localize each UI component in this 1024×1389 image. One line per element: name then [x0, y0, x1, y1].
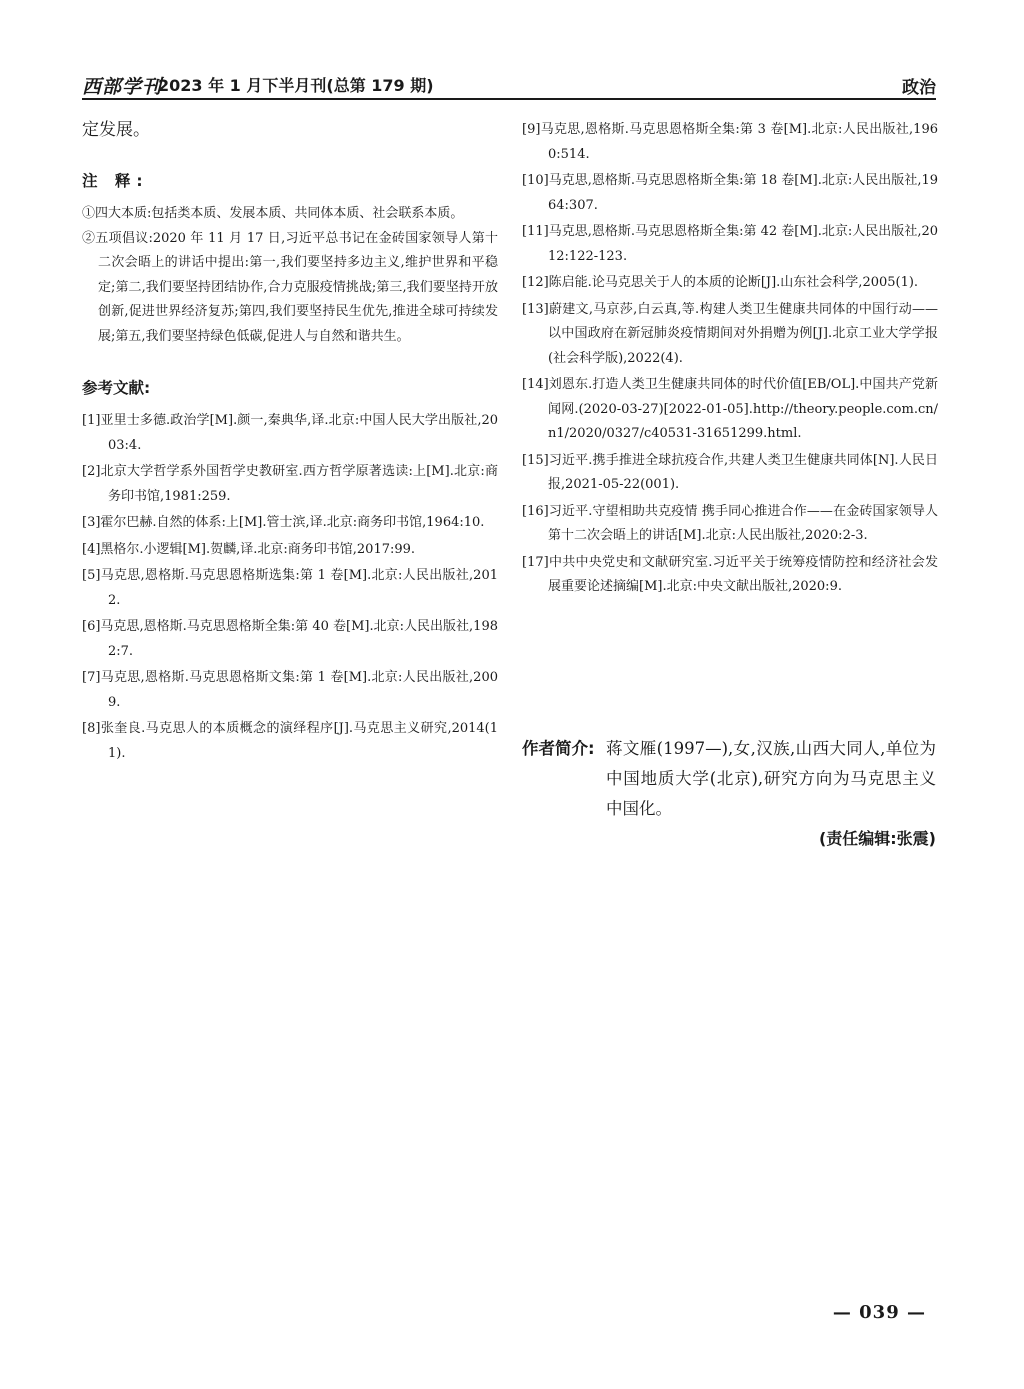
reference-item: [15]习近平.携手推进全球抗疫合作,共建人类卫生健康共同体[N].人民日报,2021-05-22(001). — [522, 452, 938, 492]
reference-item: [7]马克思,恩格斯.马克思恩格斯文集:第 1 卷[M].北京:人民出版社,2009. — [82, 670, 498, 710]
header-rule — [82, 98, 936, 100]
reference-item: [8]张奎良.马克思人的本质概念的演绎程序[J].马克思主义研究,2014(11). — [82, 721, 498, 761]
author-label: 作者简介: — [522, 739, 595, 758]
reference-item: [16]习近平.守望相助共克疫情 携手同心推进合作——在金砖国家领导人第十二次会晤上的讲话[M].北京:人民出版社,2020:2-3. — [522, 503, 938, 543]
reference-item: [4]黑格尔.小逻辑[M].贺麟,译.北京:商务印书馆,2017:99. — [82, 541, 416, 557]
reference-item: [14]刘恩东.打造人类卫生健康共同体的时代价值[EB/OL].中国共产党新闻网.(2020-03-27)[2022-01-05].http://theory.people.com.cn/n1/2020/0327/c40531-31651299.html. — [522, 377, 938, 441]
left-column — [82, 118, 498, 768]
page-header — [82, 70, 936, 100]
notes-heading: 注 释: — [82, 172, 149, 190]
reference-item: [12]陈启能.论马克思关于人的本质的论断[J].山东社会科学,2005(1). — [522, 275, 919, 290]
section-title: 政治 — [902, 78, 936, 98]
issue-info: 2023 年 1 月下半月刊(总第 179 期) — [158, 76, 434, 95]
reference-item: [13]蔚建文,马京莎,白云真,等.构建人类卫生健康共同体的中国行动——以中国政府在新冠肺炎疫情期间对外捐赠为例[J].北京工业大学学报(社会科学版),2022(4). — [522, 301, 938, 366]
references-heading: 参考文献: — [82, 379, 151, 397]
reference-item: [5]马克思,恩格斯.马克思恩格斯选集:第 1 卷[M].北京:人民出版社,2012. — [82, 568, 498, 608]
journal-logo: 西部学刊 — [82, 76, 163, 98]
reference-item: [6]马克思,恩格斯.马克思恩格斯全集:第 40 卷[M].北京:人民出版社,1982:7. — [82, 619, 498, 659]
reference-item: [11]马克思,恩格斯.马克思恩格斯全集:第 42 卷[M].北京:人民出版社,2012:122-123. — [522, 224, 938, 264]
reference-item: [1]亚里士多德.政治学[M].颜一,秦典华,译.北京:中国人民大学出版社,2003:4. — [82, 413, 498, 453]
reference-item: [2]北京大学哲学系外国哲学史教研室.西方哲学原著选读:上[M].北京:商务印书馆,1981:259. — [82, 464, 498, 504]
author-text: 蒋文雁(1997—),女,汉族,山西大同人,单位为中国地质大学(北京),研究方向为马克思主义中国化。 — [606, 739, 936, 818]
reference-item: [3]霍尔巴赫.自然的体系:上[M].管士滨,译.北京:商务印书馆,1964:10. — [82, 515, 485, 530]
page-number: — 039 — — [832, 1302, 926, 1323]
lead-text: 定发展。 — [82, 120, 150, 140]
note-item: ②五项倡议:2020 年 11 月 17 日,习近平总书记在金砖国家领导人第十二次会晤上的讲话中提出:第一,我们要坚持多边主义,维护世界和平稳定;第二,我们要坚持团结协作,合力克服疫情挑战;第三,我们要坚持开放创新,促进世界经济复苏;第四,我们要坚持民生优先,推进全球可持续发展;第五,我们要坚持绿色低碳,促进人与自然和谐共生。 — [82, 230, 498, 344]
note-item: ①四大本质:包括类本质、发展本质、共同体本质、社会联系本质。 — [82, 206, 464, 221]
reference-item: [10]马克思,恩格斯.马克思恩格斯全集:第 18 卷[M].北京:人民出版社,1964:307. — [522, 173, 938, 213]
reference-item: [17]中共中央党史和文献研究室.习近平关于统筹疫情防控和经济社会发展重要论述摘编[M].北京:中央文献出版社,2020:9. — [522, 554, 938, 594]
responsible-editor: (责任编辑:张震) — [818, 829, 936, 848]
right-column — [522, 118, 938, 602]
reference-item: [9]马克思,恩格斯.马克思恩格斯全集:第 3 卷[M].北京:人民出版社,1960:514. — [522, 122, 938, 162]
